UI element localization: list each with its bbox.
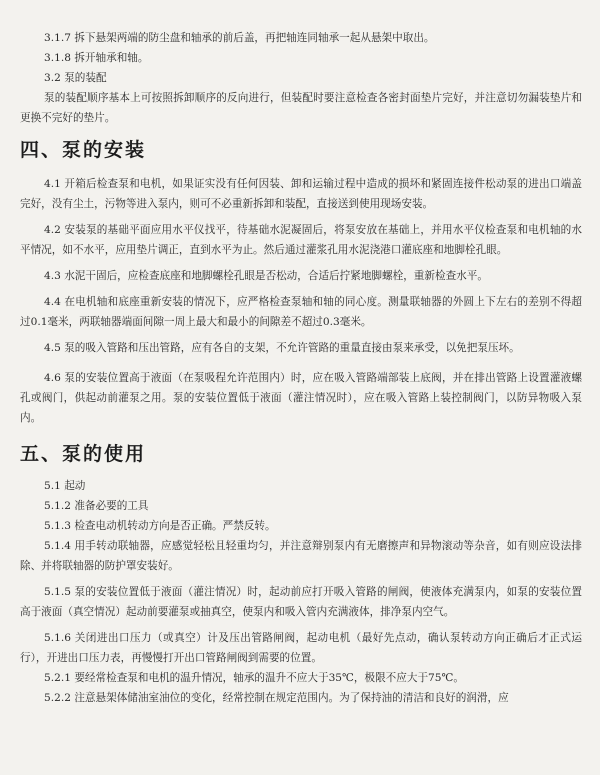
paragraph-4-1: 4.1 开箱后检查泵和电机，如果证实没有任何因装、卸和运输过程中造成的损坏和紧固连接件松动泵的进出口端盖完好，没有尘土，污物等进入泵内，则可不必重新拆卸和装配，直接送到使用现场安装。 [20,178,582,210]
paragraph-5-1-6: 5.1.6 关闭进出口压力（或真空）计及压出管路闸阀，起动电机（最好先点动，确认泵转动方向正确后才正式运行），开进出口压力表，再慢慢打开出口管路闸阀到需要的位置。 [20,632,582,664]
paragraph-3-2-text: 泵的装配顺序基本上可按照拆卸顺序的反向进行，但装配时要注意检查各密封面垫片完好，并注意切勿漏装垫片和更换不完好的垫片。 [20,92,582,124]
paragraph-5-1-4: 5.1.4 用手转动联轴器，应感觉轻松且轻重均匀，并注意辩别泵内有无磨擦声和异物滚动等杂音，如有则应设法排除、并将联轴器的防护罩安装好。 [20,540,582,572]
paragraph-5-1-5: 5.1.5 泵的安装位置低于液面（灌注情况）时，起动前应打开吸入管路的闸阀，使液体充满泵内，如泵的安装位置高于液面（真空情况）起动前要灌泵或抽真空，使泵内和吸入管内充满液体，排净泵内空气。 [20,586,582,618]
section-heading-usage: 五、泵的使用 [20,443,147,465]
paragraph-3-1-7: 3.1.7 拆下悬架两端的防尘盘和轴承的前后盖，再把轴连同轴承一起从悬架中取出。 [44,32,435,44]
paragraph-4-3: 4.3 水泥干固后，应检查底座和地脚螺栓孔眼是否松动，合适后拧紧地脚螺栓，重新检查水平。 [44,270,488,282]
subheading-3-2: 3.2 泵的装配 [44,72,107,84]
paragraph-4-5: 4.5 泵的吸入管路和压出管路，应有各自的支架，不允许管路的重量直接由泵来承受，以免把泵压坏。 [44,342,520,354]
paragraph-5-2-2: 5.2.2 注意悬架体储油室油位的变化，经常控制在规定范围内。为了保持油的清洁和良好的润滑，应 [44,692,509,704]
paragraph-5-1: 5.1 起动 [44,480,86,492]
paragraph-5-2-1: 5.2.1 要经常检查泵和电机的温升情况，轴承的温升不应大于35℃，极限不应大于75℃。 [44,672,464,684]
paragraph-4-4: 4.4 在电机轴和底座重新安装的情况下，应严格检查泵轴和轴的同心度。测量联轴器的外圆上下左右的差别不得超过0.1毫米，两联轴器端面间隙一周上最大和最小的间隙差不超过0.3毫米。 [20,296,582,328]
paragraph-4-6: 4.6 泵的安装位置高于液面（在泵吸程允许范围内）时，应在吸入管路端部装上底阀，并在排出管路上设置灌液螺孔或阀门，供起动前灌泵之用。泵的安装位置低于液面（灌注情况时），应在吸入管路上装控制阀门，以防异物吸入泵内。 [20,372,582,424]
paragraph-4-2: 4.2 安装泵的基础平面应用水平仪找平，待基础水泥凝固后，将泵安放在基础上，并用水平仪检查泵和电机轴的水平情况，如不水平，应用垫片调正，直到水平为止。然后通过灌浆孔用水泥浇港口灌底座和地脚栓孔眼。 [20,224,582,256]
section-heading-installation: 四、泵的安装 [20,139,147,161]
paragraph-3-1-8: 3.1.8 拆开轴承和轴。 [44,52,149,64]
paragraph-5-1-3: 5.1.3 检查电动机转动方向是否正确。严禁反转。 [44,520,276,532]
paragraph-5-1-2: 5.1.2 准备必要的工具 [44,500,149,512]
